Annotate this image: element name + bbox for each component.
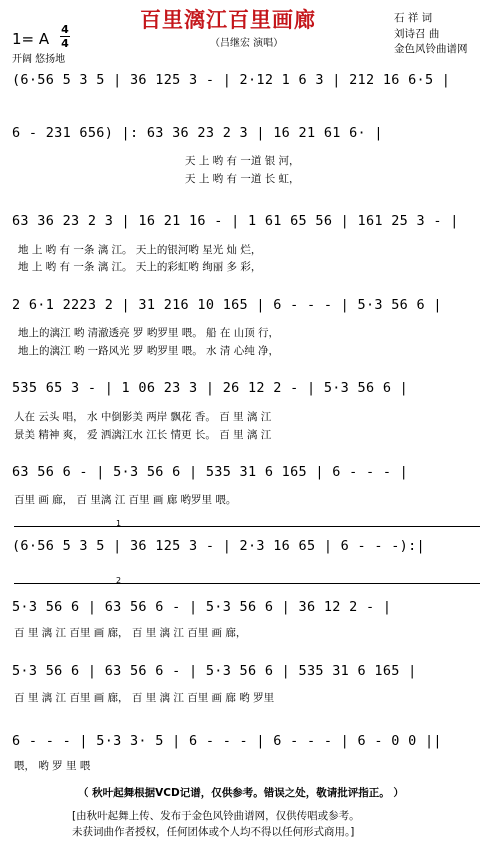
notation-line-1: (6·56 5 3 5 | 36 125 3 - | 2·12 1 6 3 | 212 16 6·5 | xyxy=(12,72,451,88)
volta-1-label: 1 xyxy=(116,519,122,528)
notation-line-3: 63 36 23 2 3 | 16 21 16 - | 1 61 65 56 | 161 25 3 - | xyxy=(12,213,459,229)
lyric-line-6: 百里 画 廊， 百 里漓 江 百里 画 廊 哟罗里 喂。 xyxy=(14,494,237,506)
transcription-note: （ 秋叶起舞根据VCD记谱，仅供参考。错误之处，敬请批评指正。 ） xyxy=(78,787,404,799)
lyric-line-5a: 人在 云头 唱， 水 中倒影美 两岸 飘花 香。 百 里 漓 江 xyxy=(14,411,272,423)
copyright-note-line-1: [由秋叶起舞上传、发布于金色风铃曲谱网，仅供传唱或参考。 xyxy=(72,810,360,822)
volta-2-label: 2 xyxy=(116,576,122,585)
volta-2-bracket xyxy=(14,583,480,584)
lyric-line-2b: 天 上 哟 有 一道 长 虹， xyxy=(185,173,300,185)
lyric-line-8: 百 里 漓 江 百里 画 廊， 百 里 漓 江 百里 画 廊， xyxy=(14,627,247,639)
notation-line-8: 5·3 56 6 | 63 56 6 - | 5·3 56 6 | 36 12 2 - | xyxy=(12,599,392,615)
lyric-line-2a: 天 上 哟 有 一道 银 河， xyxy=(185,155,300,167)
notation-line-6: 63 56 6 - | 5·3 56 6 | 535 31 6 165 | 6 - - - | xyxy=(12,464,409,480)
notation-line-4: 2 6·1 2223 2 | 31 216 10 165 | 6 - - - | 5·3 56 6 | xyxy=(12,297,442,313)
lyric-line-4a: 地上的漓江 哟 清澈透亮 罗 哟罗里 喂。 船 在 山顶 行， xyxy=(18,327,280,339)
tempo-marking: 开阔 悠扬地 xyxy=(12,54,66,65)
singer-credit: （吕继宏 演唱） xyxy=(210,38,284,49)
notation-line-5: 535 65 3 - | 1 06 23 3 | 26 12 2 - | 5·3 56 6 | xyxy=(12,380,409,396)
site-credit: 金色风铃曲谱网 xyxy=(394,43,468,55)
lyric-line-9: 百 里 漓 江 百里 画 廊， 百 里 漓 江 百里 画 廊 哟 罗里 xyxy=(14,692,275,704)
composer-credit: 刘诗召 曲 xyxy=(394,28,440,40)
meter-top: 4 xyxy=(61,23,69,36)
key-signature: 1= A xyxy=(12,30,50,48)
song-title: 百里漓江百里画廊 xyxy=(140,7,316,32)
meter-bottom: 4 xyxy=(61,37,69,50)
notation-line-9: 5·3 56 6 | 63 56 6 - | 5·3 56 6 | 535 31 6 165 | xyxy=(12,663,417,679)
lyric-line-4b: 地上的漓江 哟 一路风光 罗 哟罗里 喂。 水 清 心纯 净， xyxy=(18,345,280,357)
volta-1-bracket xyxy=(14,526,480,527)
lyric-line-3b: 地 上 哟 有 一条 漓 江。 天上的彩虹哟 绚丽 多 彩， xyxy=(18,261,262,273)
notation-line-7: (6·56 5 3 5 | 36 125 3 - | 2·3 16 65 | 6 - - -):| xyxy=(12,538,425,554)
lyric-line-3a: 地 上 哟 有 一条 漓 江。 天上的银河哟 星光 灿 烂， xyxy=(18,244,262,256)
lyric-line-10: 喂， 哟 罗 里 喂 xyxy=(14,760,91,772)
notation-line-2: 6 - 231 656) |: 63 36 23 2 3 | 16 21 61 6· | xyxy=(12,125,383,141)
copyright-note-line-2: 未获词曲作者授权，任何团体或个人均不得以任何形式商用。] xyxy=(72,826,355,838)
notation-line-10: 6 - - - | 5·3 3· 5 | 6 - - - | 6 - - - | 6 - 0 0 || xyxy=(12,733,442,749)
time-signature xyxy=(60,24,70,49)
lyricist-credit: 石 祥 词 xyxy=(394,12,433,24)
lyric-line-5b: 景美 精神 爽， 爱 洒漓江水 江长 情更 长。 百 里 漓 江 xyxy=(14,429,272,441)
